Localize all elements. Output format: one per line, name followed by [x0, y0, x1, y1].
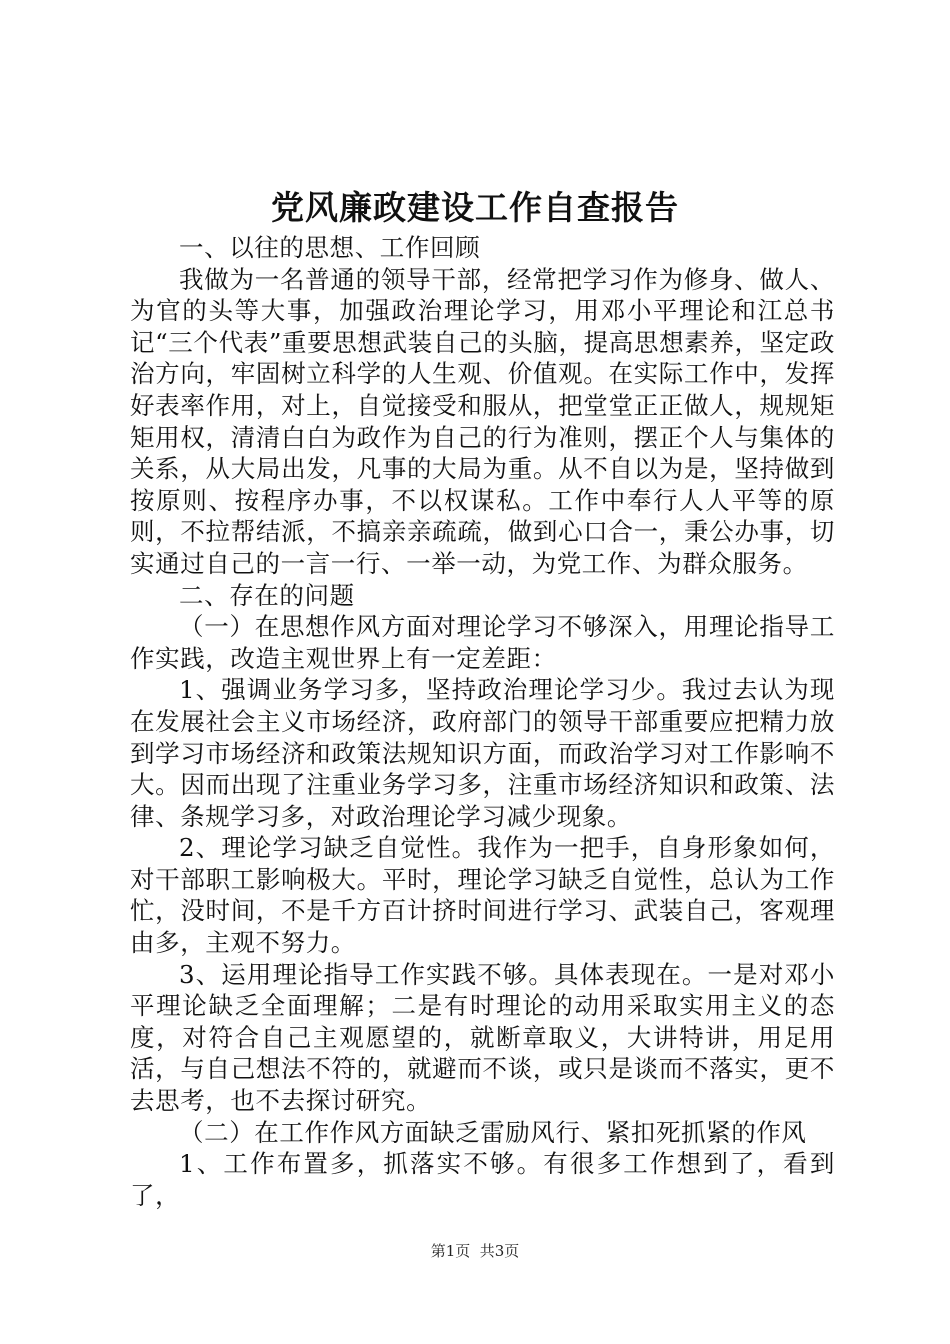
document-body — [130, 232, 835, 1211]
paragraph-work-point-1: 1、工作布置多，抓落实不够。有很多工作想到了，看到了， — [130, 1149, 835, 1210]
paragraph-point-1: 1、强调业务学习多，坚持政治理论学习少。我过去认为现在发展社会主义市场经济，政府部门的领导干部重要应把精力放到学习市场经济和政策法规知识方面，而政治学习对工作影响不大。因而出现了注重业务学习多，注重市场经济知识和政策、法律、条规学习多，对政治理论学习减少现象。 — [130, 675, 835, 831]
page-number-footer: 第1页 共3页 — [430, 1242, 520, 1260]
subsection-heading-work-style: （二）在工作作风方面缺乏雷励风行、紧扣死抓紧的作风 — [179, 1117, 807, 1147]
paragraph-point-2: 2、理论学习缺乏自觉性。我作为一把手，自身形象如何，对干部职工影响极大。平时，理论学习缺乏自觉性，总认为工作忙，没时间，不是千方百计挤时间进行学习、武装自己，客观理由多，主观不努力。 — [130, 833, 835, 958]
document-title: 党风廉政建设工作自查报告 — [271, 188, 679, 227]
section-heading-problems: 二、存在的问题 — [179, 580, 355, 610]
paragraph-review: 我做为一名普通的领导干部，经常把学习作为修身、做人、为官的头等大事，加强政治理论学习，用邓小平理论和江总书记“三个代表”重要思想武装自己的头脑，提高思想素养，坚定政治方向，牢固树立科学的人生观、价值观。在实际工作中，发挥好表率作用，对上，自觉接受和服从，把堂堂正正做人，规规矩矩用权，清清白白为政作为自己的行为准则，摆正个人与集体的关系，从大局出发，凡事的大局为重。从不自以为是，坚持做到按原则、按程序办事，不以权谋私。工作中奉行人人平等的原则，不拉帮结派，不搞亲亲疏疏，做到心口合一，秉公办事，切实通过自己的一言一行、一举一动，为党工作、为群众服务。 — [130, 264, 835, 578]
subsection-heading-thinking: （一）在思想作风方面对理论学习不够深入，用理论指导工作实践，改造主观世界上有一定差距： — [130, 612, 835, 673]
section-heading-review: 一、以往的思想、工作回顾 — [179, 233, 481, 262]
paragraph-point-3: 3、运用理论指导工作实践不够。具体表现在。一是对邓小平理论缺乏全面理解；二是有时理论的动用采取实用主义的态度，对符合自己主观愿望的，就断章取义，大讲特讲，用足用活，与自己想法不符的，就避而不谈，或只是谈而不落实，更不去思考，也不去探讨研究。 — [130, 959, 835, 1116]
